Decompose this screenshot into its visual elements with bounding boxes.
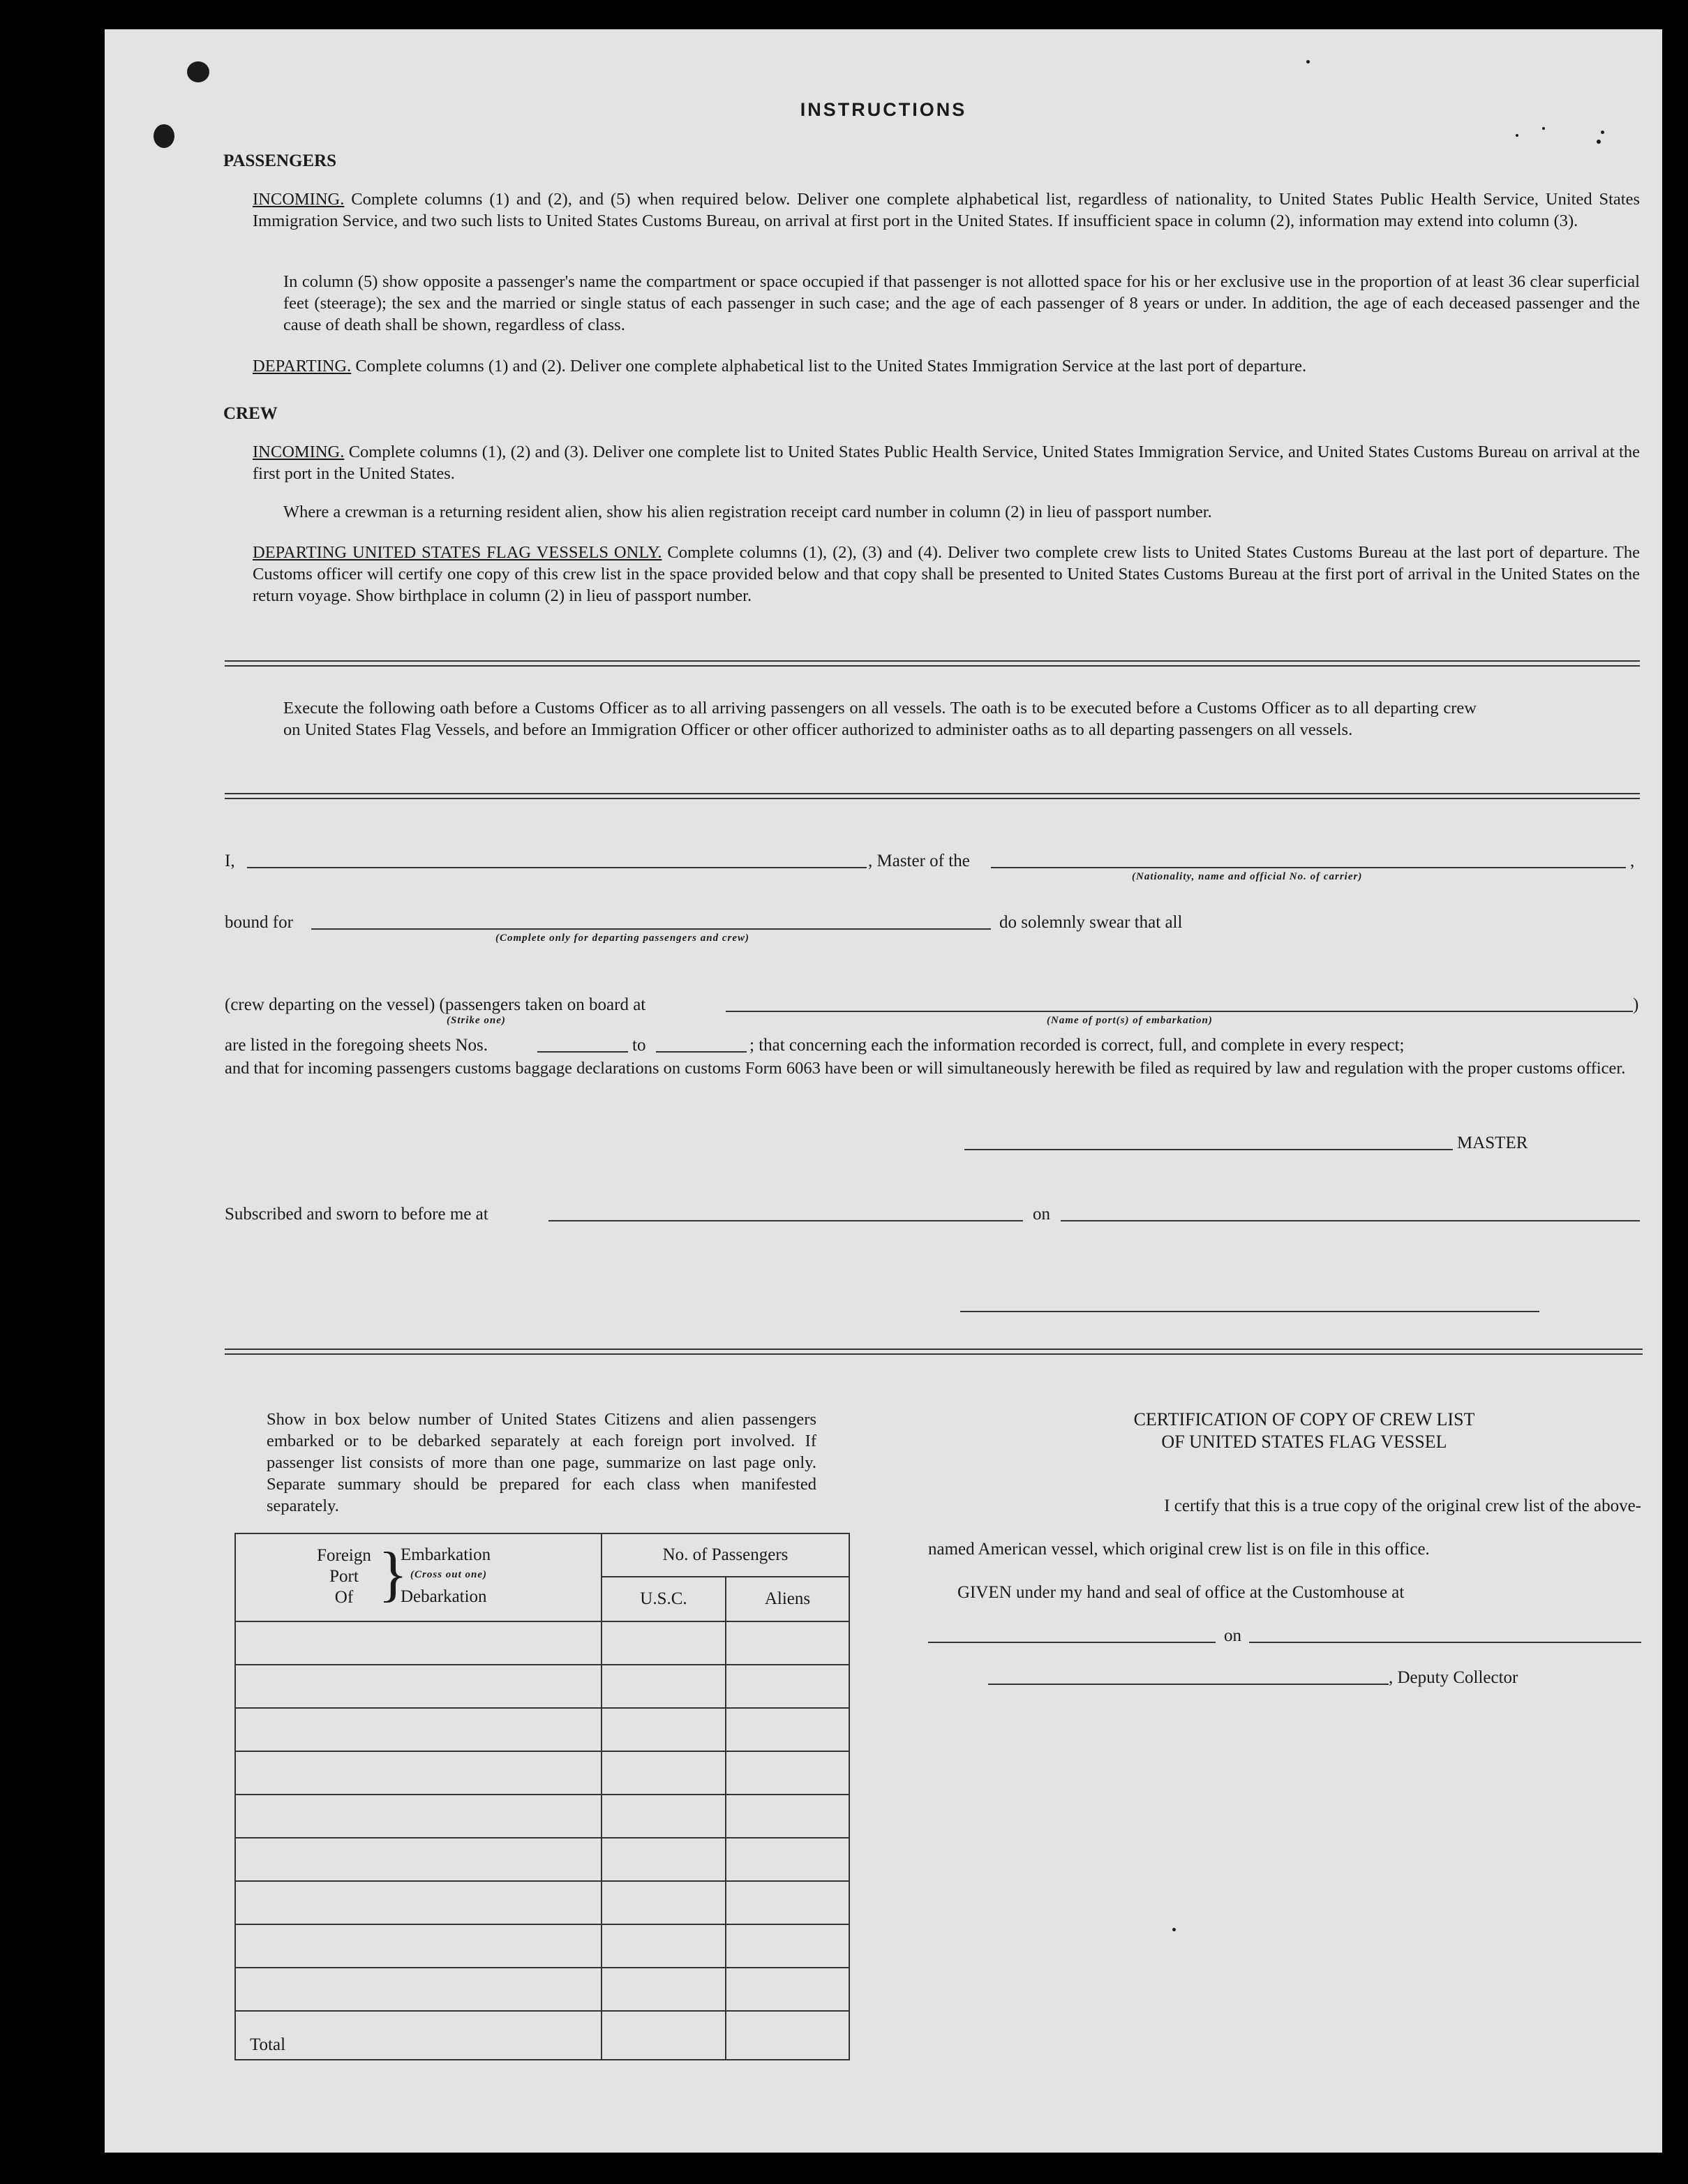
header-embarkation: Embarkation xyxy=(401,1545,491,1564)
sworn-date-field[interactable] xyxy=(1061,1220,1640,1221)
officer-signature-field[interactable] xyxy=(960,1311,1539,1312)
header-cross-out: (Cross out one) xyxy=(410,1569,488,1580)
table-total-row xyxy=(235,2011,849,2060)
header-debarkation: Debarkation xyxy=(401,1587,487,1606)
no-passengers-header: No. of Passengers xyxy=(602,1533,849,1577)
table-row xyxy=(235,1838,849,1881)
usc-cell[interactable] xyxy=(602,1751,726,1795)
sworn-place-field[interactable] xyxy=(548,1220,1023,1221)
header-of: Of xyxy=(334,1588,354,1607)
scan-speck xyxy=(154,124,174,148)
aliens-cell[interactable] xyxy=(726,1968,849,2011)
passengers-departing-label: DEPARTING. xyxy=(253,357,352,376)
crew-incoming-paragraph xyxy=(253,441,1640,484)
aliens-cell[interactable] xyxy=(726,1621,849,1665)
usc-cell[interactable] xyxy=(602,1968,726,2011)
sheet-to-field[interactable] xyxy=(656,1051,747,1053)
usc-cell[interactable] xyxy=(602,1795,726,1838)
oath-master-of-the: , Master of the xyxy=(868,852,970,870)
bound-caption: (Complete only for departing passengers and crew) xyxy=(495,933,749,944)
table-row xyxy=(235,1751,849,1795)
sheet-from-field[interactable] xyxy=(537,1051,628,1053)
embarkation-field[interactable] xyxy=(726,1011,1633,1012)
scan-speck xyxy=(187,61,209,82)
aliens-cell[interactable] xyxy=(726,1795,849,1838)
aliens-cell[interactable] xyxy=(726,1708,849,1751)
oath-master: MASTER xyxy=(1457,1134,1528,1152)
port-cell[interactable] xyxy=(235,1838,602,1881)
port-cell[interactable] xyxy=(235,1708,602,1751)
crew-incoming-label: INCOMING. xyxy=(253,443,345,461)
aliens-cell[interactable] xyxy=(726,1838,849,1881)
usc-cell[interactable] xyxy=(602,1881,726,1924)
table-row xyxy=(235,1708,849,1751)
scan-speck xyxy=(1516,134,1518,137)
usc-total-cell[interactable] xyxy=(602,2011,726,2060)
header-port: Port xyxy=(329,1567,359,1586)
oath-swear: do solemnly swear that all xyxy=(999,913,1183,932)
table-row xyxy=(235,1881,849,1924)
aliens-cell[interactable] xyxy=(726,1924,849,1968)
certification-on: on xyxy=(1224,1626,1241,1645)
passengers-departing-text: Complete columns (1) and (2). Deliver one complete alphabetical list to the United States Immigration Service at the last port of departure. xyxy=(355,357,1307,376)
crew-departing-paragraph xyxy=(253,542,1640,607)
aliens-cell[interactable] xyxy=(726,1751,849,1795)
oath-listed-2: ; that concerning each the information recorded is correct, full, and complete in every respect; xyxy=(749,1036,1405,1055)
oath-on: on xyxy=(1033,1205,1050,1224)
crew-resident-paragraph: Where a crewman is a returning resident alien, show his alien registration receipt card number in column (2) in lieu of passport number. xyxy=(283,503,1212,521)
aliens-header: Aliens xyxy=(726,1577,849,1621)
oath-i: I, xyxy=(225,852,235,870)
brace-icon: } xyxy=(378,1540,408,1608)
oath-listed-1: are listed in the foregoing sheets Nos. xyxy=(225,1036,488,1055)
certification-line-1: I certify that this is a true copy of the original crew list of the above- xyxy=(1164,1496,1641,1515)
passengers-incoming-paragraph xyxy=(253,188,1640,232)
certification-title xyxy=(967,1409,1641,1453)
table-row xyxy=(235,1621,849,1665)
scan-speck xyxy=(1542,127,1545,130)
table-header-row xyxy=(235,1533,849,1577)
section-divider xyxy=(225,793,1640,799)
aliens-cell[interactable] xyxy=(726,1665,849,1708)
port-cell[interactable] xyxy=(235,1881,602,1924)
aliens-cell[interactable] xyxy=(726,1881,849,1924)
customhouse-field[interactable] xyxy=(928,1642,1216,1643)
certification-date-field[interactable] xyxy=(1249,1642,1641,1643)
certification-title-line-2: OF UNITED STATES FLAG VESSEL xyxy=(1161,1432,1447,1452)
scan-speck xyxy=(1597,140,1601,144)
section-divider xyxy=(225,660,1640,667)
certification-deputy: , Deputy Collector xyxy=(1389,1668,1518,1687)
oath-crew-departing: (crew departing on the vessel) (passengers taken on board at xyxy=(225,995,646,1014)
master-name-field[interactable] xyxy=(247,867,867,868)
header-foreign: Foreign xyxy=(317,1546,371,1565)
certification-line-3: GIVEN under my hand and seal of office at the Customhouse at xyxy=(957,1583,1405,1602)
form-page xyxy=(105,29,1662,2153)
passengers-departing-paragraph xyxy=(253,355,1640,377)
port-cell[interactable] xyxy=(235,1924,602,1968)
usc-header: U.S.C. xyxy=(602,1577,726,1621)
oath-instruction: Execute the following oath before a Customs Officer as to all arriving passengers on all vessels. The oath is to be executed before a Customs Officer as to all departing crew on United States Flag Vessels, and before an Immigration Officer or other officer authorized to administer oaths as to all departing passengers on all vessels. xyxy=(283,699,1477,739)
usc-cell[interactable] xyxy=(602,1924,726,1968)
port-cell[interactable] xyxy=(235,1795,602,1838)
deputy-signature-field[interactable] xyxy=(988,1684,1389,1685)
passengers-column5-paragraph: In column (5) show opposite a passenger's name the compartment or space occupied if that passenger is not allotted space for his or her exclusive use in the proportion of at least 36 clear superficial feet (steerage); the sex and the married or single status of each passenger in such case; and the age of each passenger of 8 years or under. In addition, the age of each deceased passenger and the cause of death shall be shown, regardless of class. xyxy=(283,272,1640,334)
usc-cell[interactable] xyxy=(602,1621,726,1665)
crew-departing-text: Complete columns (1), (2), (3) and (4). Deliver two complete crew lists to United States Customs Bureau at the last port of departure. The Customs officer will certify one copy of this crew list in the space provided below and that copy shall be presented to United States Customs Bureau at the first port of arrival in the United States on the return voyage. Show birthplace in column (2) in lieu of passport number. xyxy=(253,543,1640,605)
carrier-field[interactable] xyxy=(991,867,1626,868)
summary-instruction: Show in box below number of United States Citizens and alien passengers embarked or to be debarked separately at each foreign port involved. If passenger list consists of more than one page, summarize on last page only. Separate summary should be prepared for each class when manifested separately. xyxy=(267,1410,816,1515)
table-row xyxy=(235,1665,849,1708)
scan-speck xyxy=(1306,60,1310,64)
passengers-heading: PASSENGERS xyxy=(223,151,337,170)
embarkation-caption: (Name of port(s) of embarkation) xyxy=(1047,1015,1213,1026)
passengers-incoming-label: INCOMING. xyxy=(253,190,345,209)
aliens-total-cell[interactable] xyxy=(726,2011,849,2060)
certification-title-line-1: CERTIFICATION OF COPY OF CREW LIST xyxy=(1133,1409,1475,1429)
oath-comma: , xyxy=(1630,852,1635,870)
port-cell[interactable] xyxy=(235,1621,602,1665)
usc-cell[interactable] xyxy=(602,1838,726,1881)
crew-heading: CREW xyxy=(223,404,278,423)
port-cell[interactable] xyxy=(235,1751,602,1795)
certification-line-2: named American vessel, which original crew list is on file in this office. xyxy=(928,1540,1430,1559)
table-row xyxy=(235,1968,849,2011)
port-cell[interactable] xyxy=(235,1665,602,1708)
passengers-incoming-text: Complete columns (1) and (2), and (5) when required below. Deliver one complete alphabetical list, regardless of nationality, to United States Public Health Service, United States Immigration Service, and two such lists to United States Customs Bureau, on arrival at first port in the United States. If insufficient space in column (2), information may extend into column (3). xyxy=(253,190,1640,230)
oath-listed-to: to xyxy=(632,1036,646,1055)
oath-listed-3: and that for incoming passengers customs baggage declarations on customs Form 6063 have been or will simultaneously herewith be filed as required by law and regulation with the proper customs officer. xyxy=(225,1059,1626,1078)
usc-cell[interactable] xyxy=(602,1665,726,1708)
table-row xyxy=(235,1795,849,1838)
port-cell[interactable] xyxy=(235,1968,602,2011)
table-row xyxy=(235,1924,849,1968)
bound-for-field[interactable] xyxy=(311,928,991,930)
strike-one-caption: (Strike one) xyxy=(447,1015,506,1026)
page-title: INSTRUCTIONS xyxy=(800,99,967,120)
oath-bound-for: bound for xyxy=(225,913,293,932)
nationality-caption: (Nationality, name and official No. of carrier) xyxy=(1132,871,1363,882)
crew-departing-label: DEPARTING UNITED STATES FLAG VESSELS ONLY. xyxy=(253,543,662,562)
crew-incoming-text: Complete columns (1), (2) and (3). Deliver one complete list to United States Public Health Service, United States Immigration Service, and United States Customs Bureau on arrival at the first port in the United States. xyxy=(253,443,1640,483)
master-signature-field[interactable] xyxy=(964,1149,1453,1150)
usc-cell[interactable] xyxy=(602,1708,726,1751)
port-header-cell xyxy=(235,1533,602,1621)
scan-speck xyxy=(1172,1928,1176,1931)
passenger-summary-table xyxy=(234,1533,850,2060)
total-label: Total xyxy=(235,2011,602,2060)
oath-close-paren: ) xyxy=(1633,995,1639,1014)
section-divider xyxy=(225,1349,1643,1355)
scan-speck xyxy=(1601,131,1604,134)
oath-subscribed: Subscribed and sworn to before me at xyxy=(225,1205,488,1224)
